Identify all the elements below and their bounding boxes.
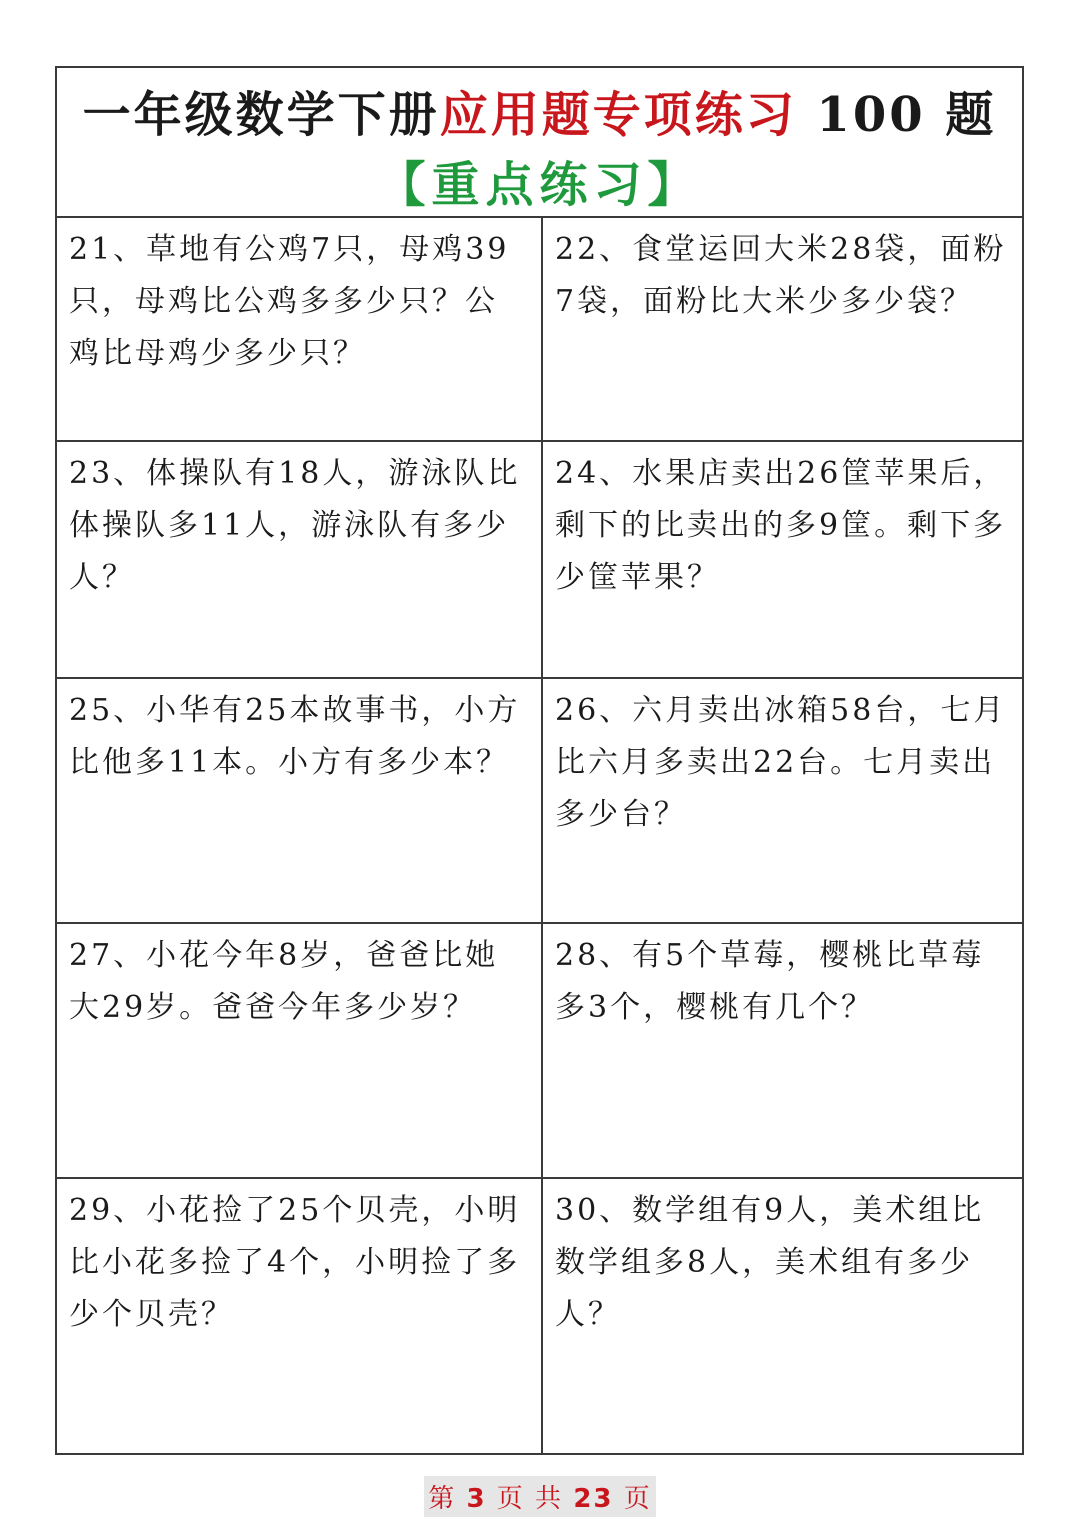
problem-25: 25、小华有25本故事书，小方比他多11本。小方有多少本？ <box>69 693 521 780</box>
problem-30: 30、数学组有9人，美术组比数学组多8人，美术组有多少人？ <box>555 1193 985 1332</box>
title-part-count: 100 题 <box>796 87 997 143</box>
problem-row <box>57 218 1022 442</box>
title-part-topic: 应用题专项练习 <box>439 87 797 143</box>
worksheet <box>55 66 1024 1455</box>
title-part-grade: 一年级数学下册 <box>82 87 440 143</box>
problem-24: 24、水果店卖出26筐苹果后，剩下的比卖出的多9筐。剩下多少筐苹果？ <box>555 456 1007 595</box>
problem-26: 26、六月卖出冰箱58台，七月比六月多卖出22台。七月卖出多少台？ <box>555 693 1007 832</box>
worksheet-header <box>57 68 1022 218</box>
footer-prefix: 第 <box>428 1484 467 1514</box>
problem-27: 27、小花今年8岁，爸爸比她大29岁。爸爸今年多少岁？ <box>69 938 499 1025</box>
problem-22: 22、食堂运回大米28袋，面粉7袋，面粉比大米少多少袋？ <box>555 232 1007 319</box>
footer-middle: 页 共 <box>486 1484 574 1514</box>
problem-row <box>57 679 1022 924</box>
problem-row <box>57 924 1022 1179</box>
page-subtitle: 【重点练习】 <box>377 157 702 213</box>
problem-grid <box>57 218 1022 1455</box>
problem-21: 21、草地有公鸡7只，母鸡39只，母鸡比公鸡多多少只？公鸡比母鸡少多少只？ <box>69 232 510 371</box>
page-footer <box>0 1476 1080 1517</box>
problem-row <box>57 1179 1022 1455</box>
problem-row <box>57 442 1022 679</box>
page-title <box>57 76 1022 145</box>
total-page-count: 23 <box>573 1484 614 1514</box>
problem-29: 29、小花捡了25个贝壳，小明比小花多捡了4个，小明捡了多少个贝壳？ <box>69 1193 521 1332</box>
problem-23: 23、体操队有18人，游泳队比体操队多11人，游泳队有多少人？ <box>69 456 521 595</box>
current-page-number: 3 <box>466 1484 487 1514</box>
problem-28: 28、有5个草莓，樱桃比草莓多3个，樱桃有几个？ <box>555 938 985 1025</box>
footer-suffix: 页 <box>613 1484 652 1514</box>
page-number-label <box>424 1476 656 1517</box>
